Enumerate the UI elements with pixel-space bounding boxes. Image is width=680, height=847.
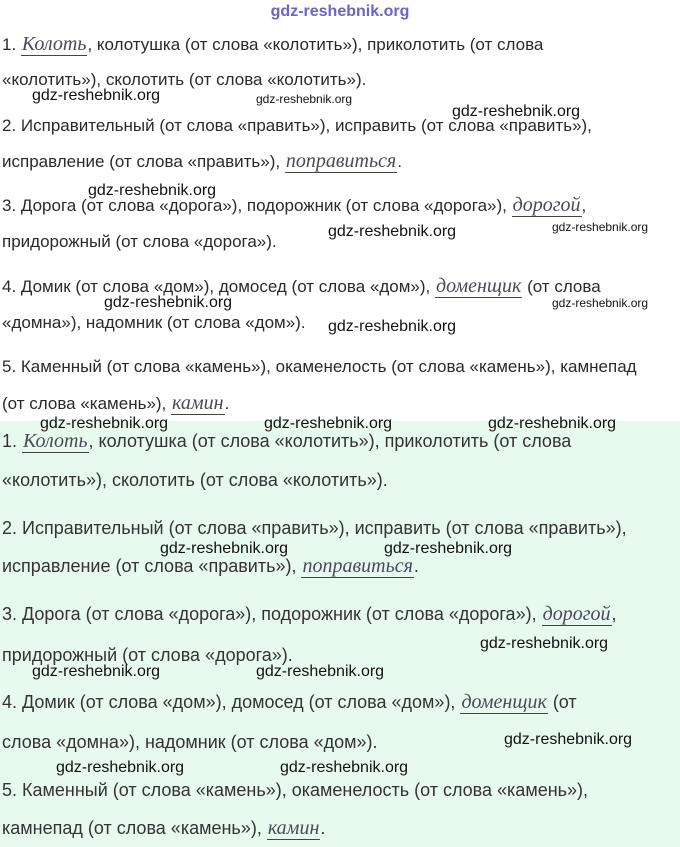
watermark: gdz-reshebnik.org xyxy=(488,415,617,432)
watermark: gdz-reshebnik.org xyxy=(32,663,161,680)
answer-line-7: 4. Домик (от слова «дом»), домосед (от слова «дом»), доменщик (от xyxy=(2,691,577,713)
answer-line-10: (от слова «камень»), камин. xyxy=(2,392,230,414)
answer-line-10: камнепад (от слова «камень»), камин. xyxy=(2,817,326,839)
handwritten-word: камин xyxy=(172,392,224,414)
handwritten-word: дорогой xyxy=(542,603,611,625)
handwritten-word: поправиться xyxy=(302,555,413,577)
handwritten-word: дорогой xyxy=(512,194,581,216)
watermark: gdz-reshebnik.org xyxy=(256,92,353,106)
watermark: gdz-reshebnik.org xyxy=(104,294,233,311)
watermark: gdz-reshebnik.org xyxy=(88,182,217,199)
watermark: gdz-reshebnik.org xyxy=(280,759,409,776)
answer-block-bottom xyxy=(0,421,680,847)
answer-line-3: 2. Исправительный (от слова «править»), исправить (от слова «править»), xyxy=(2,518,627,538)
answer-line-1: 1. Колоть, колотушка (от слова «колотить»), приколотить (от слова xyxy=(2,33,544,55)
watermark: gdz-reshebnik.org xyxy=(32,87,161,104)
answer-line-2: «колотить»), сколотить (от слова «колотить»). xyxy=(2,70,367,89)
watermark: gdz-reshebnik.org xyxy=(40,415,169,432)
watermark: gdz-reshebnik.org xyxy=(328,223,457,240)
answer-line-6: придорожный (от слова «дорога»). xyxy=(2,232,277,251)
watermark: gdz-reshebnik.org xyxy=(384,540,513,557)
watermark: gdz-reshebnik.org xyxy=(552,296,649,310)
watermark: gdz-reshebnik.org xyxy=(452,103,581,120)
answer-line-4: исправление (от слова «править»), поправиться. xyxy=(2,150,402,172)
watermark: gdz-reshebnik.org xyxy=(552,220,649,234)
handwritten-word: доменщик xyxy=(461,691,547,713)
site-header: gdz-reshebnik.org xyxy=(270,3,410,20)
answer-line-7: 4. Домик (от слова «дом»), домосед (от слова «дом»), доменщик (от слова xyxy=(2,275,601,297)
answer-line-9: 5. Каменный (от слова «камень»), окаменелость (от слова «камень»), камнепад xyxy=(2,357,637,376)
answer-line-9: 5. Каменный (от слова «камень»), окаменелость (от слова «камень»), xyxy=(2,780,589,800)
handwritten-word: Колоть xyxy=(21,33,87,55)
handwritten-word: поправиться xyxy=(285,150,397,172)
watermark: gdz-reshebnik.org xyxy=(264,415,393,432)
watermark: gdz-reshebnik.org xyxy=(160,540,289,557)
answer-line-4: исправление (от слова «править»), поправиться. xyxy=(2,555,419,577)
answer-line-8: «домна»), надомник (от слова «дом»). xyxy=(2,313,306,332)
handwritten-word: доменщик xyxy=(435,275,522,297)
answer-line-8: слова «домна»), надомник (от слова «дом»). xyxy=(2,732,378,752)
watermark: gdz-reshebnik.org xyxy=(256,663,385,680)
handwritten-word: Колоть xyxy=(23,430,88,452)
watermark: gdz-reshebnik.org xyxy=(504,731,633,748)
watermark: gdz-reshebnik.org xyxy=(480,635,609,652)
answer-line-2: «колотить»), сколотить (от слова «колотить»). xyxy=(2,470,388,490)
answer-line-5: 3. Дорога (от слова «дорога»), подорожник (от слова «дорога»), дорогой, xyxy=(2,603,617,625)
handwritten-word: камин xyxy=(267,817,320,839)
watermark: gdz-reshebnik.org xyxy=(56,759,185,776)
answer-line-3: 2. Исправительный (от слова «править»), исправить (от слова «править»), xyxy=(2,116,592,135)
watermark: gdz-reshebnik.org xyxy=(328,318,457,335)
answer-line-1: 1. Колоть, колотушка (от слова «колотить»), приколотить (от слова xyxy=(2,430,572,452)
answer-line-5: 3. Дорога (от слова «дорога»), подорожник (от слова «дорога»), дорогой, xyxy=(2,194,587,216)
answer-line-6: придорожный (от слова «дорога»). xyxy=(2,645,293,665)
